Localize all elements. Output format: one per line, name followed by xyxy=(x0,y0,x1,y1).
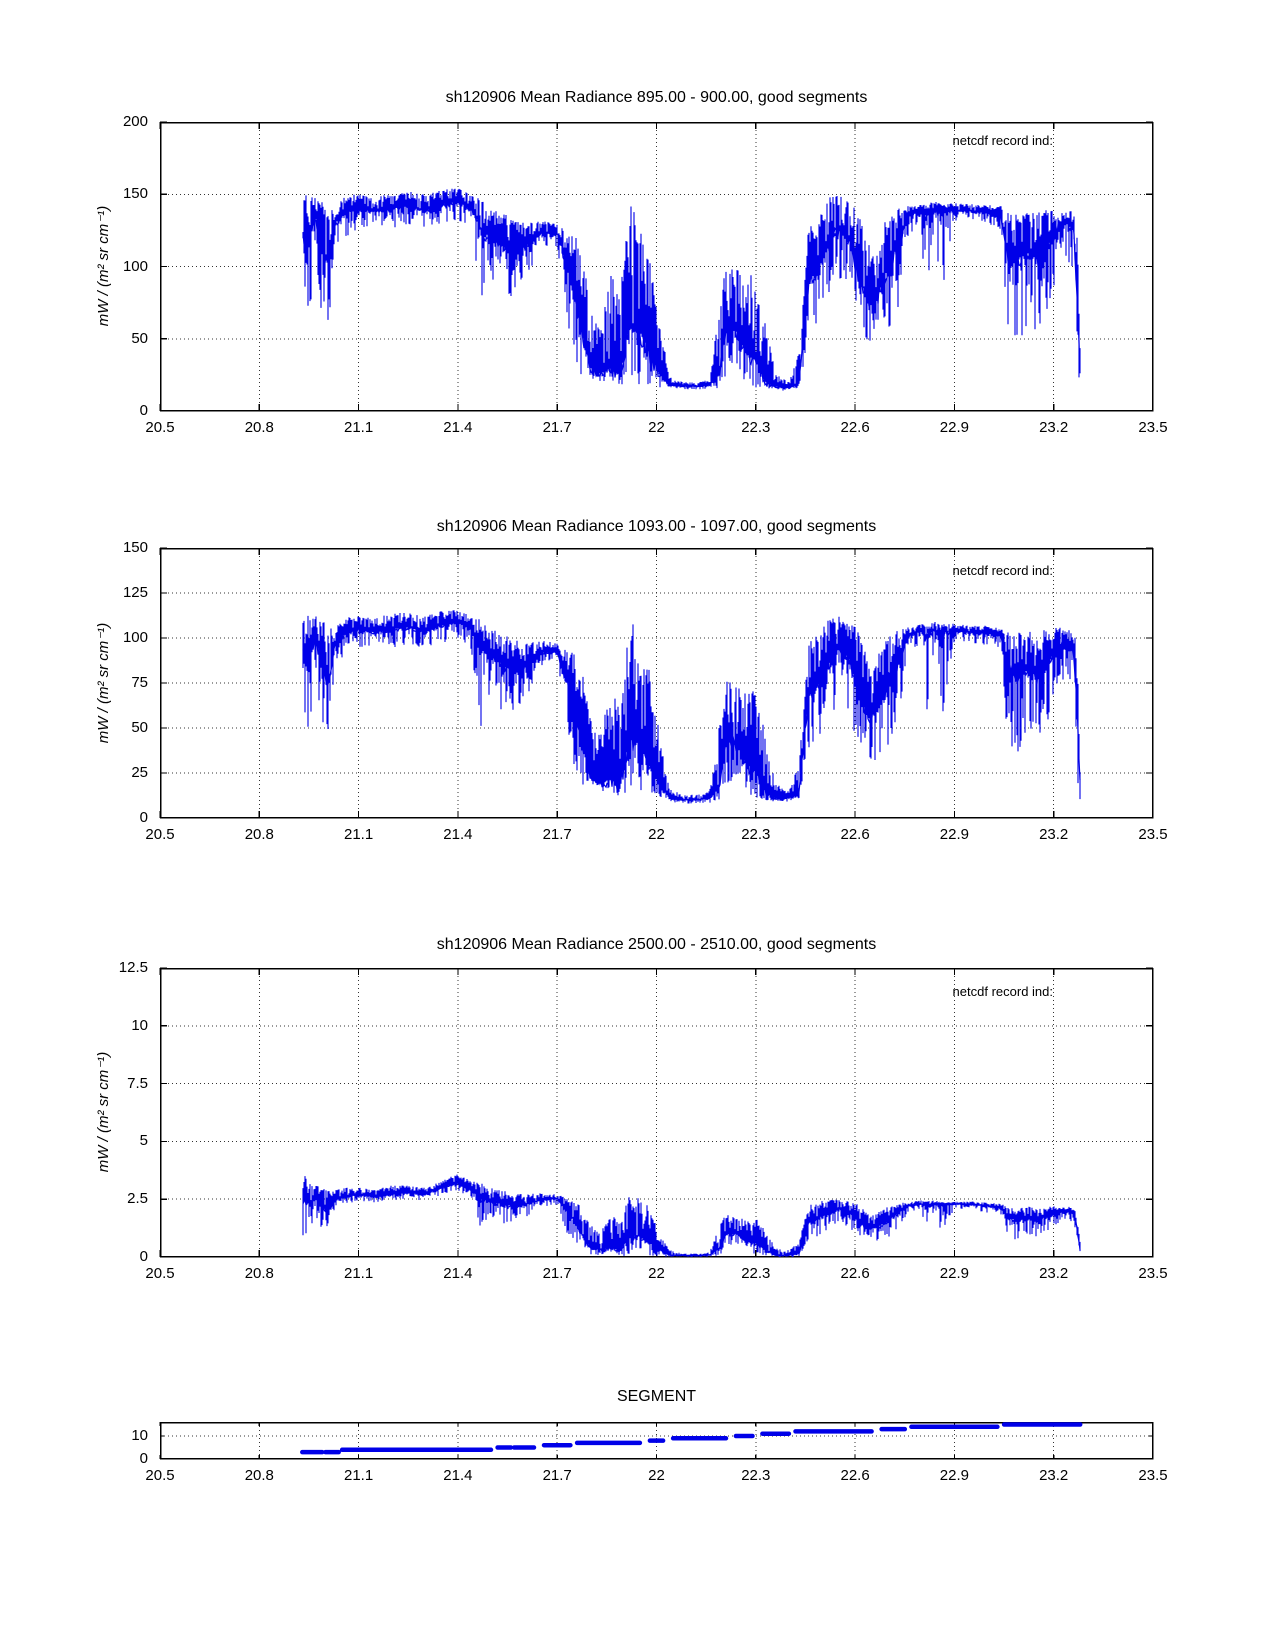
y-tick-label: 7.5 xyxy=(127,1074,148,1092)
x-tick-label: 20.8 xyxy=(244,1467,274,1484)
y-tick-label: 200 xyxy=(122,113,148,130)
x-tick-label: 23.5 xyxy=(1138,1265,1168,1282)
x-tick-label: 22.3 xyxy=(741,1467,771,1484)
x-tick-label: 23.2 xyxy=(1039,419,1069,436)
x-tick-label: 22 xyxy=(648,1467,665,1484)
x-tick-label: 22.6 xyxy=(840,826,870,843)
y-tick-label: 125 xyxy=(122,584,148,601)
y-tick-label: 2.5 xyxy=(127,1190,148,1208)
x-tick-label: 21.7 xyxy=(542,1467,572,1484)
x-tick-label: 23.5 xyxy=(1138,419,1168,436)
plot-canvas-1 xyxy=(160,548,1153,818)
chart1-netcdf-record-label: netcdf record ind: xyxy=(952,133,1053,148)
chart3-y-axis-label: mW / (m² sr cm⁻¹) xyxy=(95,1051,112,1173)
chart2-y-axis-label: mW / (m² sr cm⁻¹) xyxy=(95,622,112,744)
x-tick-label: 21.4 xyxy=(443,1467,473,1484)
y-tick-label: 0 xyxy=(139,1248,148,1265)
x-tick-label: 23.2 xyxy=(1039,1265,1069,1282)
chart2-title: sh120906 Mean Radiance 1093.00 - 1097.00, good segments xyxy=(436,518,877,535)
y-tick-label: 0 xyxy=(139,402,148,419)
x-tick-label: 22.3 xyxy=(741,419,771,436)
x-tick-label: 22.9 xyxy=(939,826,969,843)
x-tick-label: 20.5 xyxy=(145,419,175,436)
x-tick-label: 22.9 xyxy=(939,419,969,436)
x-tick-label: 20.8 xyxy=(244,1265,274,1282)
x-tick-label: 22 xyxy=(648,419,665,436)
y-tick-label: 150 xyxy=(122,185,148,203)
x-tick-label: 22 xyxy=(648,1265,665,1282)
x-tick-label: 21.1 xyxy=(343,1467,374,1484)
x-tick-label: 23.5 xyxy=(1138,826,1168,843)
x-tick-label: 21.1 xyxy=(343,826,374,843)
x-tick-label: 21.1 xyxy=(343,419,374,436)
x-tick-label: 22.6 xyxy=(840,1467,870,1484)
x-tick-label: 23.2 xyxy=(1039,826,1069,843)
plot-canvas-0 xyxy=(160,122,1153,411)
data-series xyxy=(303,610,1080,803)
x-tick-label: 23.5 xyxy=(1138,1467,1168,1484)
x-tick-label: 20.5 xyxy=(145,1467,175,1484)
data-series-midline xyxy=(303,621,1080,800)
x-tick-label: 22.6 xyxy=(840,419,870,436)
x-tick-label: 20.8 xyxy=(244,419,274,436)
y-tick-label: 50 xyxy=(131,329,148,347)
x-tick-label: 21.4 xyxy=(443,826,473,843)
x-tick-label: 22 xyxy=(648,826,665,843)
y-tick-label: 150 xyxy=(122,539,148,556)
x-tick-label: 21.4 xyxy=(443,419,473,436)
y-tick-label: 5 xyxy=(139,1132,148,1150)
x-tick-label: 21.1 xyxy=(343,1265,374,1282)
x-tick-label: 20.5 xyxy=(145,826,175,843)
chart4-title: SEGMENT xyxy=(616,1388,697,1405)
data-series-midline xyxy=(303,199,1080,388)
y-tick-label: 10 xyxy=(131,1016,148,1034)
chart3-title: sh120906 Mean Radiance 2500.00 - 2510.00, good segments xyxy=(436,936,877,953)
data-series xyxy=(303,1175,1080,1257)
x-tick-label: 21.7 xyxy=(542,419,572,436)
plot-canvas-3 xyxy=(160,1422,1153,1459)
chart1-title: sh120906 Mean Radiance 895.00 - 900.00, good segments xyxy=(445,89,868,106)
x-tick-label: 22.3 xyxy=(741,826,771,843)
segment-series xyxy=(302,1425,1080,1453)
x-tick-label: 22.6 xyxy=(840,1265,870,1282)
x-tick-label: 21.7 xyxy=(542,826,572,843)
chart1-y-axis-label: mW / (m² sr cm⁻¹) xyxy=(95,205,112,327)
y-tick-label: 50 xyxy=(131,719,148,736)
y-tick-label: 25 xyxy=(131,764,148,781)
y-tick-label: 12.5 xyxy=(118,959,148,976)
chart2-netcdf-record-label: netcdf record ind: xyxy=(952,563,1053,578)
x-tick-label: 21.4 xyxy=(443,1265,473,1282)
x-tick-label: 21.7 xyxy=(542,1265,572,1282)
y-tick-label: 75 xyxy=(131,674,148,691)
plot-canvas-2 xyxy=(160,968,1153,1257)
x-tick-label: 22.9 xyxy=(939,1265,969,1282)
y-tick-label: 0 xyxy=(139,1450,148,1467)
x-tick-label: 20.8 xyxy=(244,826,274,843)
x-tick-label: 20.5 xyxy=(145,1265,175,1282)
x-tick-label: 22.3 xyxy=(741,1265,771,1282)
y-tick-label: 0 xyxy=(139,809,148,826)
y-tick-label: 100 xyxy=(122,629,148,646)
chart3-netcdf-record-label: netcdf record ind: xyxy=(952,984,1053,999)
x-tick-label: 22.9 xyxy=(939,1467,969,1484)
x-tick-label: 23.2 xyxy=(1039,1467,1069,1484)
data-series xyxy=(303,189,1080,391)
y-tick-label: 100 xyxy=(122,257,148,275)
y-tick-label: 10 xyxy=(131,1427,148,1445)
